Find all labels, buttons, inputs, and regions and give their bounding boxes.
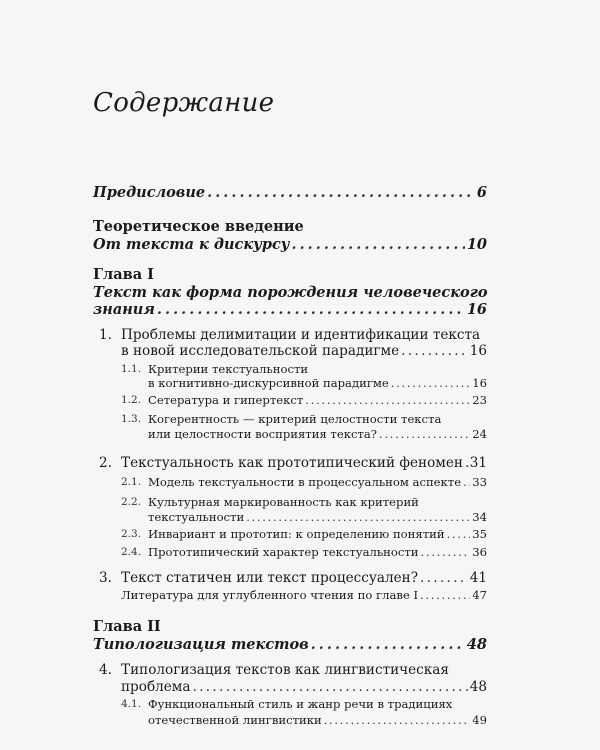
toc-entry-label: в когнитивно-дискурсивной парадигме (148, 376, 389, 390)
toc-subsection-number: 4.1. (121, 698, 142, 710)
toc-entry-page: 24 (472, 427, 487, 441)
toc-entry-chapter1[interactable] (93, 301, 487, 318)
toc-entry-preface[interactable] (93, 184, 487, 201)
toc-section-number: 3. (99, 570, 112, 586)
toc-entry-subsection-2-1[interactable] (148, 475, 487, 489)
toc-entry-page: 33 (472, 475, 487, 489)
toc-subsection-4-1-line1: Функциональный стиль и жанр речи в традициях (148, 697, 453, 711)
toc-entry-label: Типологизация текстов (93, 636, 309, 653)
toc-entry-subsection-4-1[interactable] (148, 713, 487, 727)
toc-section-4-line1: Типологизация текстов как лингвистическая (121, 662, 449, 678)
leader-dots (324, 713, 471, 727)
toc-entry-chapter2[interactable] (93, 636, 487, 653)
toc-entry-page: 31 (469, 455, 487, 471)
toc-subsection-number: 2.2. (121, 496, 142, 508)
toc-entry-label: Модель текстуальности в процессуальном аспекте (148, 475, 462, 489)
toc-entry-page: 6 (476, 184, 487, 201)
toc-section-number: 2. (99, 455, 112, 471)
toc-entry-label: От текста к дискурсу (93, 236, 290, 253)
toc-subsection-number: 1.3. (121, 413, 142, 425)
toc-entry-subsection-1-3[interactable] (148, 427, 487, 441)
leader-dots (246, 510, 470, 524)
toc-entry-page: 36 (472, 545, 487, 559)
intro-heading: Теоретическое введение (93, 218, 304, 235)
toc-entry-literature-chapter1[interactable] (121, 588, 487, 602)
toc-subsection-number: 2.3. (121, 528, 142, 540)
toc-entry-page: 48 (469, 679, 487, 695)
toc-entry-page: 49 (472, 713, 487, 727)
toc-entry-label: Текстуальность как прототипический феномен (121, 455, 463, 471)
leader-dots (291, 236, 464, 253)
toc-entry-page: 10 (466, 236, 487, 253)
toc-entry-subsection-1-2[interactable] (148, 393, 487, 407)
leader-dots (463, 475, 470, 489)
leader-dots (311, 636, 465, 653)
toc-subsection-number: 2.4. (121, 546, 142, 558)
toc-entry-subsection-1-1[interactable] (148, 376, 487, 390)
leader-dots (207, 184, 475, 201)
toc-entry-page: 16 (466, 301, 487, 318)
leader-dots (420, 570, 468, 586)
toc-subsection-1-3-line1: Когерентность — критерий целостности текста (148, 412, 442, 426)
toc-entry-label: Прототипический характер текстуальности (148, 545, 419, 559)
leader-dots (193, 679, 468, 695)
toc-entry-section-4[interactable] (121, 679, 487, 695)
toc-entry-label: текстуальности (148, 510, 245, 524)
leader-dots (421, 545, 471, 559)
toc-subsection-1-1-line1: Критерии текстуальности (148, 362, 309, 376)
toc-section-number: 4. (99, 662, 112, 678)
leader-dots (305, 393, 470, 407)
toc-entry-subsection-2-3[interactable] (148, 527, 487, 541)
toc-subsection-number: 1.1. (121, 363, 142, 375)
toc-entry-page: 16 (469, 343, 487, 359)
toc-section-1: 1. (99, 327, 112, 343)
toc-entry-subsection-2-4[interactable] (148, 545, 487, 559)
toc-entry-label: Предисловие (93, 184, 206, 201)
toc-entry-intro[interactable] (93, 236, 487, 253)
chapter2-heading: Глава II (93, 618, 161, 635)
toc-entry-page: 23 (472, 393, 487, 407)
leader-dots (447, 527, 471, 541)
toc-entry-subsection-2-2[interactable] (148, 510, 487, 524)
toc-entry-section-3[interactable] (121, 570, 487, 586)
leader-dots (420, 588, 470, 602)
toc-entry-label: Литература для углубленного чтения по главе I (121, 588, 419, 602)
toc-entry-page: 16 (472, 376, 487, 390)
toc-entry-label: Инвариант и прототип: к определению понятий (148, 527, 445, 541)
toc-entry-page: 34 (472, 510, 487, 524)
page-title: Содержание (93, 88, 275, 118)
toc-entry-label: отечественной лингвистики (148, 713, 322, 727)
toc-entry-label: в новой исследовательской парадигме (121, 343, 400, 359)
toc-entry-label: или целостности восприятия текста? (148, 427, 377, 441)
chapter1-title-line1: Текст как форма порождения человеческого (93, 284, 488, 301)
toc-entry-label: Сетература и гипертекст (148, 393, 304, 407)
toc-entry-section-1[interactable] (121, 343, 487, 359)
toc-entry-page: 35 (472, 527, 487, 541)
chapter1-heading: Глава I (93, 266, 154, 283)
toc-entry-label: Текст статичен или текст процессуален? (121, 570, 418, 586)
toc-section-1-line1: Проблемы делимитации и идентификации текста (121, 327, 481, 343)
toc-subsection-number: 1.2. (121, 394, 142, 406)
toc-entry-page: 47 (472, 588, 487, 602)
toc-subsection-number: 2.1. (121, 476, 142, 488)
toc-entry-page: 41 (469, 570, 487, 586)
toc-entry-label: знания (93, 301, 155, 318)
toc-entry-label: проблема (121, 679, 191, 695)
toc-entry-page: 48 (466, 636, 487, 653)
leader-dots (465, 455, 468, 471)
leader-dots (401, 343, 468, 359)
leader-dots (157, 301, 465, 318)
toc-entry-section-2[interactable] (121, 455, 487, 471)
toc-subsection-2-2-line1: Культурная маркированность как критерий (148, 495, 419, 509)
leader-dots (379, 427, 470, 441)
leader-dots (391, 376, 470, 390)
